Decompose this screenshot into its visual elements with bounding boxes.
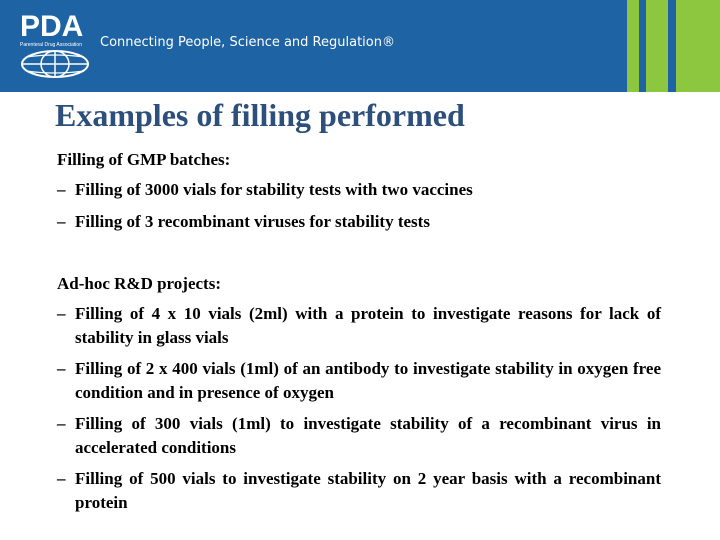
header-tagline: Connecting People, Science and Regulation® (100, 35, 395, 50)
list-item (57, 357, 661, 405)
pda-logo: PDA (20, 10, 84, 43)
dash-bullet: – (57, 414, 66, 433)
list-item (57, 210, 661, 234)
green-stripe-3 (676, 0, 720, 92)
dash-bullet: – (57, 469, 66, 488)
slide-title: Examples of filling performed (55, 97, 465, 133)
list-item-text: Filling of 4 x 10 vials (2ml) with a protein to investigate reasons for lack of stability in glass vials (75, 304, 661, 347)
section-heading-rnd: Ad-hoc R&D projects: (57, 274, 221, 293)
list-item-text: Filling of 500 vials to investigate stability on 2 year basis with a recombinant protein (75, 469, 661, 512)
header-banner (0, 0, 720, 92)
globe-icon (20, 49, 90, 79)
list-item-text: Filling of 3 recombinant viruses for stability tests (75, 212, 430, 231)
list-item-text: Filling of 2 x 400 vials (1ml) of an antibody to investigate stability in oxygen free condition and in presence of oxygen (75, 359, 661, 402)
section-heading-gmp: Filling of GMP batches: (57, 150, 231, 169)
green-stripe-2 (646, 0, 668, 92)
list-item-text: Filling of 300 vials (1ml) to investigate stability of a recombinant virus in accelerated conditions (75, 414, 661, 457)
list-item (57, 412, 661, 460)
list-item (57, 302, 661, 350)
dash-bullet: – (57, 359, 66, 378)
list-item (57, 178, 661, 202)
dash-bullet: – (57, 212, 66, 231)
list-item (57, 467, 661, 515)
list-item-text: Filling of 3000 vials for stability tests with two vaccines (75, 180, 473, 199)
dash-bullet: – (57, 180, 66, 199)
dash-bullet: – (57, 304, 66, 323)
pda-logo-subtext: Parenteral Drug Association (20, 42, 82, 48)
green-stripe-1 (627, 0, 639, 92)
